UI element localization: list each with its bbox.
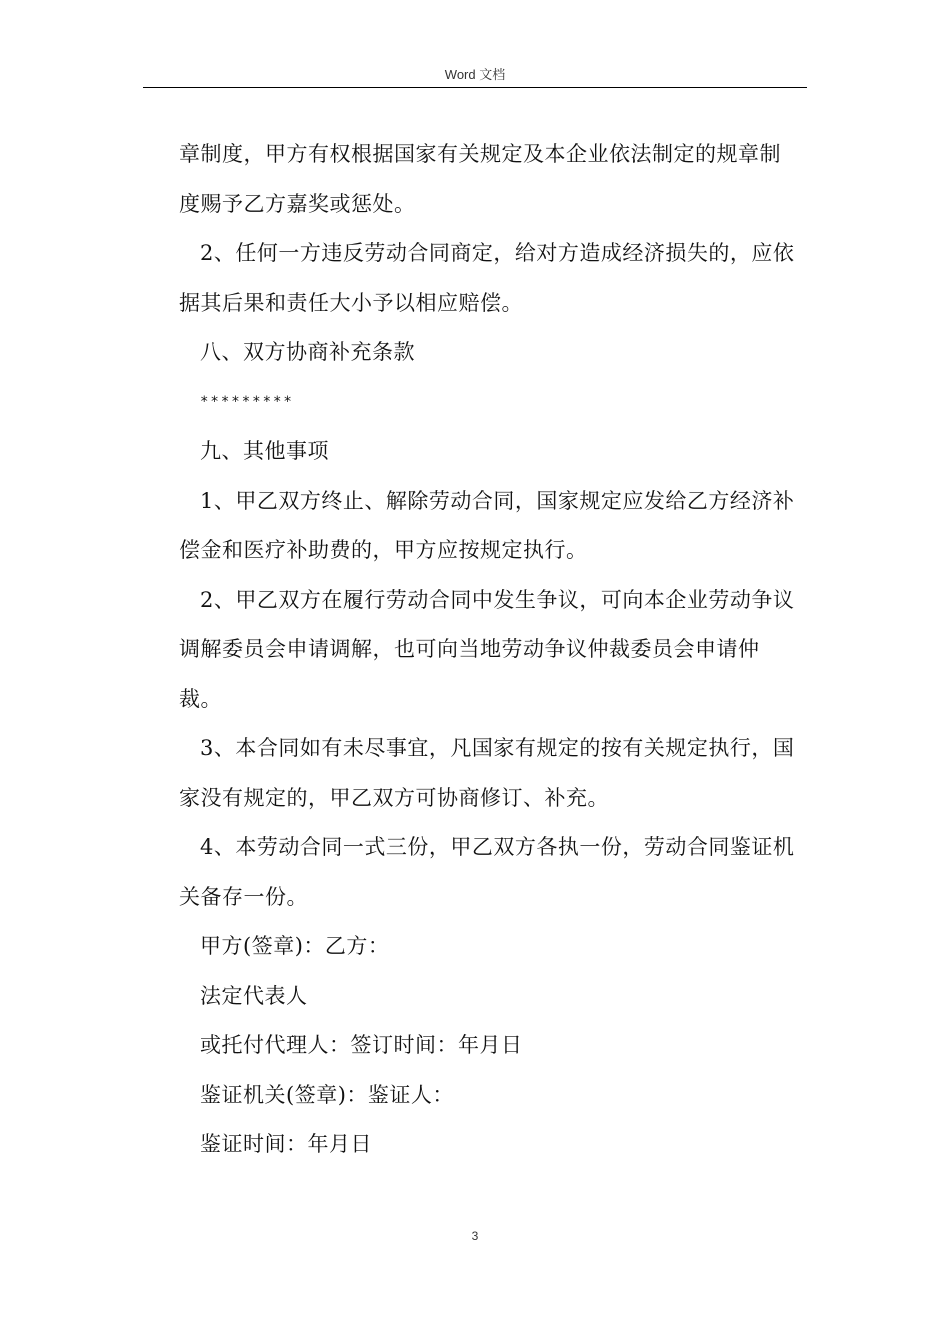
document-body [179,130,799,1170]
page-header: Word 文档 [444,67,506,82]
signature-line: 法定代表人 [200,983,308,1008]
paragraph: 4、本劳动合同一式三份，甲乙双方各执一份，劳动合同鉴证机关备存一份。 [179,835,795,909]
signature-line: 鉴证机关(签章)：鉴证人： [200,1082,454,1107]
paragraph: 章制度，甲方有权根据国家有关规定及本企业依法制定的规章制度赐予乙方嘉奖或惩处。 [179,142,781,216]
header-rule [143,87,807,88]
paragraph: 2、任何一方违反劳动合同商定，给对方造成经济损失的，应依据其后果和责任大小予以相应赔偿。 [179,241,795,315]
section-heading: 九、其他事项 [200,439,329,463]
paragraph: 3、本合同如有未尽事宜，凡国家有规定的按有关规定执行，国家没有规定的，甲乙双方可协商修订、补充。 [179,736,795,810]
signature-line: 鉴证时间：年月日 [200,1132,372,1156]
paragraph: 2、甲乙双方在履行劳动合同中发生争议，可向本企业劳动争议调解委员会申请调解，也可向当地劳动争议仲裁委员会申请仲裁。 [179,587,795,711]
signature-line: 或托付代理人：签订时间：年月日 [200,1033,523,1057]
page-number: 3 [471,1229,479,1243]
paragraph: 1、甲乙双方终止、解除劳动合同，国家规定应发给乙方经济补偿金和医疗补助费的，甲方应按规定执行。 [179,488,795,562]
signature-line: 甲方(签章)：乙方： [200,934,390,958]
section-heading: 八、双方协商补充条款 [200,340,415,364]
placeholder-asterisks: ********* [200,393,294,410]
